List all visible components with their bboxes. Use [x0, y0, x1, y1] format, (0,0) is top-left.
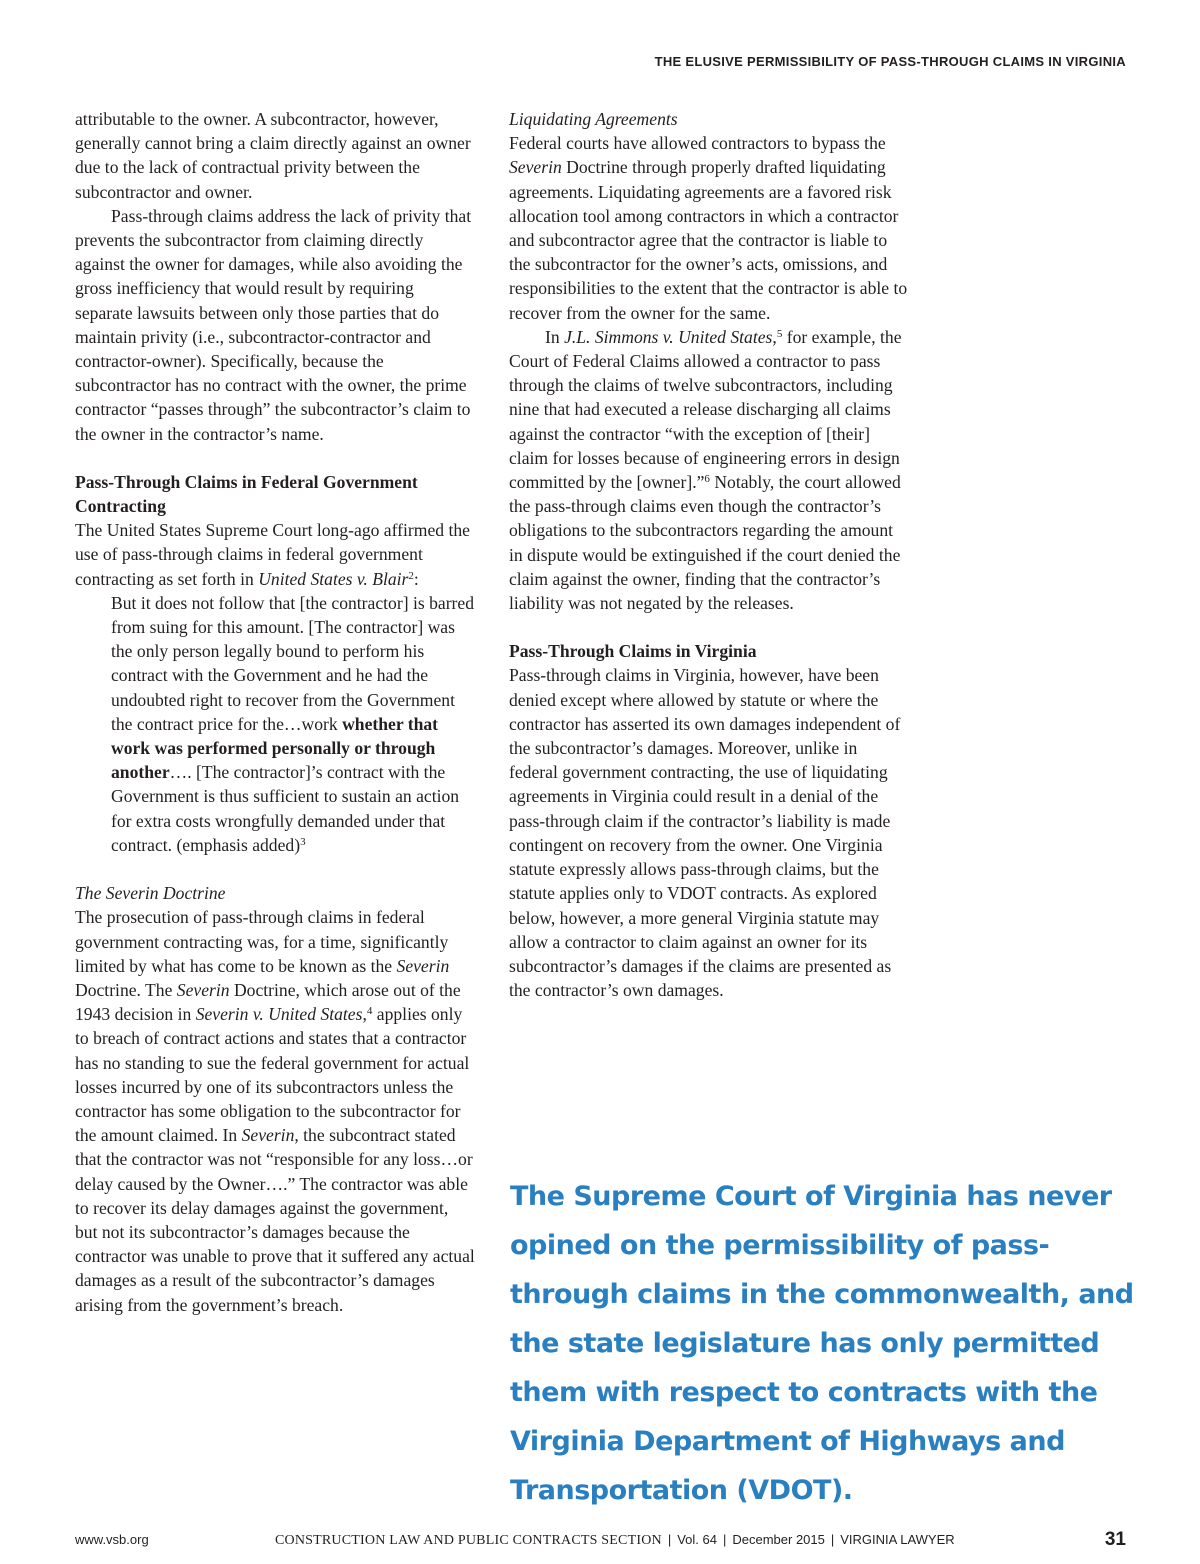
footer-separator: | [722, 1532, 727, 1547]
text-run: Doctrine. The [75, 979, 177, 1000]
footnote-ref: 3 [300, 835, 306, 848]
paragraph [509, 325, 909, 615]
text-run: In [545, 326, 565, 347]
text-run: applies only to breach of contract actions and states that a contractor has no standing to sue the federal government for actual losses incurred by one of its subcontractors unless the contractor has some obligation to the subcontractor for the amount claimed. In [75, 1004, 470, 1146]
footer-url: www.vsb.org [75, 1532, 149, 1547]
section-heading: Pass-Through Claims in Federal Government Contracting [75, 471, 418, 517]
text-run: Federal courts have allowed contractors to bypass the [509, 133, 886, 154]
paragraph: Pass-through claims in Virginia, however, have been denied except where allowed by statute or where the contractor has asserted its own damages independent of the subcontractor’s damages. Moreover, unlike in federal government contracting, the use of liquidating agreements in Virginia could result in a denial of the pass-through claim if the contractor’s liability is made contingent on recovery from the owner. One Virginia statute expressly allows pass-through claims, but the statute applies only to VDOT contracts. As explored below, however, a more general Virginia statute may allow a contractor to claim against an owner for its subcontractor’s damages if the claims are presented as the contractor’s own damages. [509, 665, 901, 1001]
paragraph: attributable to the owner. A subcontractor, however, generally cannot bring a claim directly against an owner due to the lack of contractual privity between the subcontractor and owner. [75, 109, 471, 202]
text-run: But it does not follow that [the contractor] is barred from suing for this amount. [The contractor] was the only person legally bound to perform his contract with the Government and he had the undoubted right to recover from the Government the contract price for the…work [111, 592, 475, 734]
text-run: , [772, 326, 777, 347]
text-run: for example, the Court of Federal Claims allowed a contractor to pass through the claims of twelve subcontractors, including nine that had executed a release discharging all claims against the contractor “with the exception of [their] claim for losses because of engineering errors in design committed by the [owner].” [509, 326, 902, 493]
case-name: Severin v. United States [195, 1004, 363, 1025]
footer-volume: Vol. 64 [677, 1532, 717, 1547]
case-name: Severin [396, 955, 450, 976]
text-run: Doctrine through properly drafted liquidating agreements. Liquidating agreements are a favored risk allocation tool among contractors in which a contractor and subcontractor agree that the contractor is liable to the subcontractor for the owner’s acts, omissions, and responsibilities to the extent that the contractor is able to recover from the owner for the same. [509, 157, 908, 323]
case-name: J.L. Simmons v. United States [564, 326, 773, 347]
text-run: : [413, 568, 419, 589]
footer-publication: VIRGINIA LAWYER [840, 1532, 955, 1547]
text-run: The United States Supreme Court long-ago affirmed the use of pass-through claims in federal government contracting as set forth in [75, 520, 470, 589]
case-name: United States v. Blair [258, 568, 409, 589]
section-heading: Pass-Through Claims in Virginia [509, 641, 757, 662]
text-run: , [362, 1004, 367, 1025]
paragraph [75, 905, 475, 1316]
block-quote [111, 591, 475, 857]
footnote-ref: 5 [776, 327, 783, 340]
text-run: Doctrine, which arose out of the 1943 decision in [75, 979, 461, 1025]
paragraph: Pass-through claims address the lack of privity that prevents the subcontractor from claiming directly against the owner for damages, while also avoiding the gross inefficiency that would result by requiring separate lawsuits between only those parties that do maintain privity (i.e., subcontractor-contractor and contractor-owner). Specifically, because the subcontractor has no contract with the owner, the prime contractor “passes through” the subcontractor’s claim to the owner in the contractor’s name. [75, 205, 472, 444]
left-column [75, 107, 475, 1317]
footer-date: December 2015 [732, 1532, 825, 1547]
page-number: 31 [1104, 1529, 1126, 1550]
sub-heading: Liquidating Agreements [509, 109, 678, 129]
text-run: , the subcontract stated that the contractor was not “responsible for any loss…or delay caused by the Owner….” The contractor was able to recover its delay damages against the government, but not its subcontractor’s damages because the contractor was unable to prove that it suffered any actual damages as a result of the subcontractor’s damages arising from the government’s breach. [75, 1125, 475, 1315]
sub-heading: The Severin Doctrine [75, 883, 226, 904]
footer-section-name: CONSTRUCTION LAW AND PUBLIC CONTRACTS SECTION [275, 1533, 662, 1548]
footer-separator: | [830, 1532, 835, 1547]
text-run: The prosecution of pass-through claims in federal government contracting was, for a time, significantly limited by what has come to be known as the [75, 907, 449, 976]
paragraph [75, 518, 475, 591]
footer-separator: | [667, 1532, 672, 1547]
paragraph [509, 131, 909, 325]
case-name: Severin [176, 979, 230, 1000]
footnote-ref: 2 [408, 569, 414, 582]
page-footer [0, 1529, 1200, 1559]
pull-quote: The Supreme Court of Virginia has never opined on the permissibility of pass-through claims in the commonwealth, and the state legislature has only permitted them with respect to contracts with the Virginia Department of Highways and Transportation (VDOT). [510, 1181, 1134, 1506]
emphasis-text: whether that work was performed personally or through another [111, 713, 439, 783]
case-name: Severin [241, 1125, 295, 1146]
text-run: …. [The contractor]’s contract with the Government is thus sufficient to sustain an action for extra costs wrongfully demanded under that contract. (emphasis added) [111, 762, 460, 855]
running-header: THE ELUSIVE PERMISSIBILITY OF PASS-THROUGH CLAIMS IN VIRGINIA [654, 54, 1126, 69]
text-run: Notably, the court allowed the pass-through claims even though the contractor’s obligations to the subcontractors regarding the amount in dispute would be extinguished if the court denied the claim against the owner, finding that the contractor’s liability was not negated by the releases. [509, 472, 901, 614]
footnote-ref: 4 [366, 1005, 373, 1018]
footer-publication-line [275, 1532, 955, 1549]
footnote-ref: 6 [704, 473, 710, 486]
case-name: Severin [509, 157, 562, 178]
right-column [509, 107, 909, 1002]
